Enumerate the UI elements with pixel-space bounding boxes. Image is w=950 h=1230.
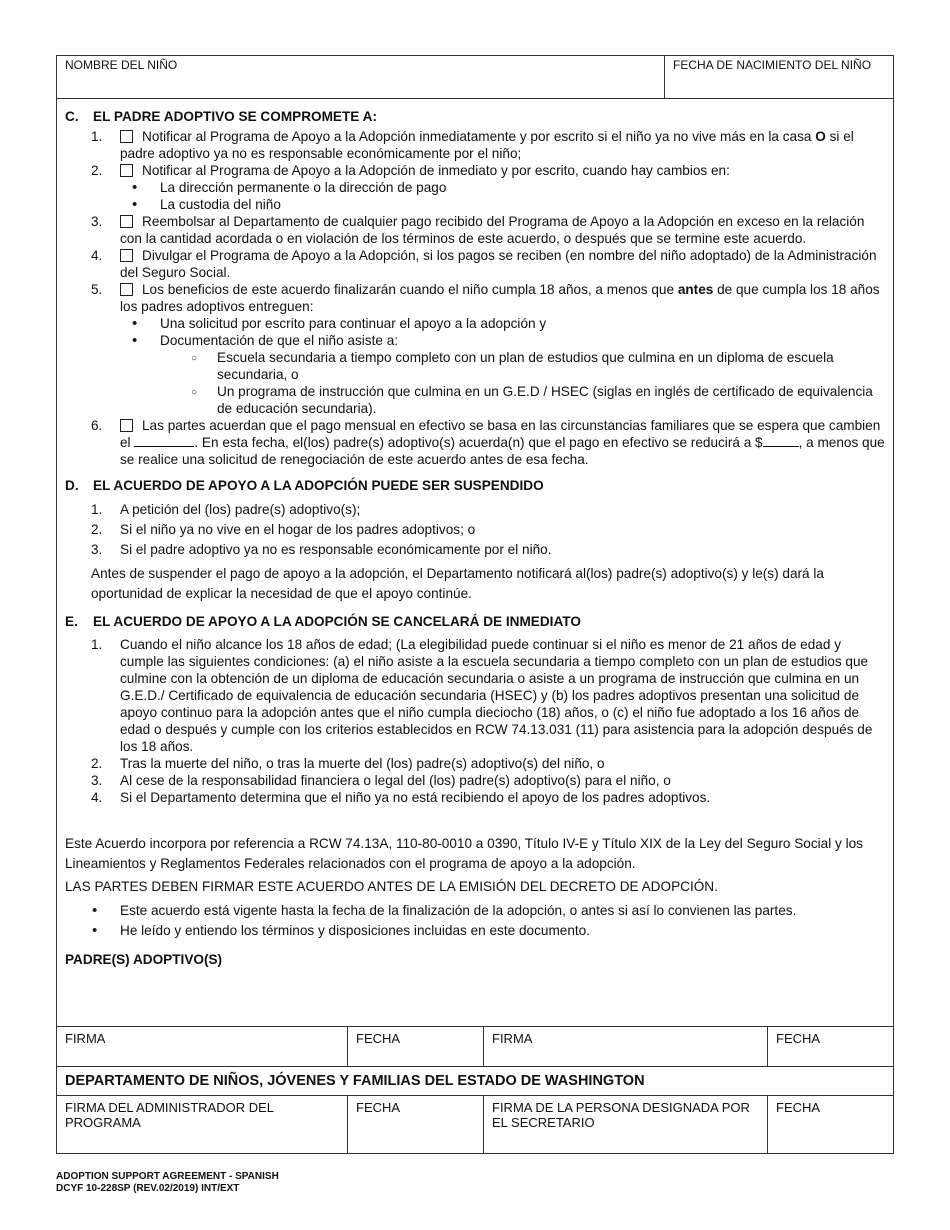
item-text: Notificar al Programa de Apoyo a la Adopción inmediatamente y por escrito si el niño ya no vive más en la casa: [142, 129, 816, 144]
checkbox[interactable]: [120, 419, 133, 432]
item-text: de que cumpla los 18 años los padres adoptivos entreguen:: [120, 282, 880, 314]
item-text: si el padre adoptivo ya no es responsable económicamente por el niño;: [120, 129, 854, 161]
closing-bullets: [65, 901, 887, 941]
section-c-heading: EL PADRE ADOPTIVO SE COMPROMETE A:: [93, 109, 377, 124]
secretary-date[interactable]: [767, 1096, 893, 1154]
item-number: 4.: [91, 790, 103, 805]
form-content: [65, 106, 887, 968]
admin-signature-label: FIRMA DEL ADMINISTRADOR DEL PROGRAMA: [65, 1100, 274, 1130]
child-name-field[interactable]: [57, 56, 665, 98]
list-item: [65, 162, 887, 213]
item-text: Tras la muerte del niño, o tras la muerte del (los) padre(s) adoptivo(s) del niño, o: [120, 756, 605, 771]
item-number: 3.: [91, 542, 103, 557]
item-bold: O: [815, 129, 826, 144]
item-number: 2.: [91, 756, 103, 771]
footer-title: ADOPTION SUPPORT AGREEMENT - SPANISH: [56, 1171, 279, 1182]
bullet-item: • La dirección permanente o la dirección de pago: [105, 179, 887, 196]
bullet-item: • Una solicitud por escrito para continuar el apoyo a la adopción y: [105, 315, 887, 332]
item-text: Si el Departamento determina que el niño ya no está recibiendo el apoyo de los padres adoptivos.: [120, 790, 711, 805]
item-text: . En esta fecha, el(los) padre(s) adoptivo(s) acuerda(n) que el pago en efectivo se reducirá a $: [194, 435, 763, 450]
section-d-title: [65, 477, 887, 494]
checkbox[interactable]: [120, 130, 133, 143]
list-item: [65, 247, 887, 281]
list-item: [65, 500, 887, 520]
item-number: 4.: [91, 248, 103, 263]
bullet-item: • La custodia del niño: [105, 196, 887, 213]
item-number: 1.: [91, 129, 103, 144]
form-footer: [56, 1171, 279, 1195]
list-item: [65, 128, 887, 162]
sub-bullet-list: [105, 349, 887, 417]
parent-signature-2[interactable]: [483, 1027, 767, 1067]
section-e-list: [65, 636, 887, 806]
parent-signature-row: [57, 1026, 893, 1067]
section-c-list: [65, 128, 887, 468]
item-text: Las partes acuerdan que el pago mensual en efectivo se basa en las circunstancias familiares que se espera que cambien el: [120, 418, 881, 450]
item-bold: antes: [677, 282, 714, 297]
item-number: 2.: [91, 522, 103, 537]
checkbox[interactable]: [120, 249, 133, 262]
amount-blank[interactable]: [763, 434, 799, 447]
bullet-list: [65, 315, 887, 417]
department-heading-row: [57, 1066, 893, 1096]
must-sign-text: LAS PARTES DEBEN FIRMAR ESTE ACUERDO ANTES DE LA EMISIÓN DEL DECRETO DE ADOPCIÓN.: [65, 879, 718, 894]
list-item: [65, 772, 887, 789]
item-text: , a menos que se realice una solicitud de renegociación de este acuerdo antes de esa fecha.: [120, 435, 885, 467]
footer-form-number: DCYF 10-228SP (REV.02/2019) INT/EXT: [56, 1183, 240, 1194]
date-label: FECHA: [776, 1031, 821, 1046]
checkbox[interactable]: [120, 164, 133, 177]
item-number: 2.: [91, 163, 103, 178]
bullet-list: [65, 179, 887, 213]
signature-label: FIRMA: [65, 1031, 106, 1046]
parent-date-2[interactable]: [767, 1027, 893, 1067]
section-d-list: [65, 500, 887, 560]
sub-bullet-item: ○ Escuela secundaria a tiempo completo con un plan de estudios que culmina en un diploma de escuela secundaria, o: [105, 349, 887, 383]
item-text: Al cese de la responsabilidad financiera o legal del (los) padre(s) adoptivo(s) para el niño, o: [120, 773, 671, 788]
list-item: [65, 281, 887, 417]
item-text: Divulgar el Programa de Apoyo a la Adopción, si los pagos se reciben (en nombre del niño adoptado) de la Administración del Seguro Social.: [120, 248, 877, 280]
list-item: [65, 417, 887, 468]
parent-signature-1[interactable]: [57, 1027, 347, 1067]
parents-heading: PADRE(S) ADOPTIVO(S): [65, 952, 223, 967]
list-item: [65, 540, 887, 560]
checkbox[interactable]: [120, 283, 133, 296]
child-info-row: [57, 56, 893, 99]
item-number: 1.: [91, 637, 103, 652]
secretary-signature[interactable]: [483, 1096, 767, 1154]
item-text: Reembolsar al Departamento de cualquier pago recibido del Programa de Apoyo a la Adopción en exceso en la relación con la cantidad acordada o en violación de los términos de este acuerdo, o después que se termine este acuerdo.: [120, 214, 865, 246]
child-name-label: NOMBRE DEL NIÑO: [65, 58, 178, 72]
child-dob-label: FECHA DE NACIMIENTO DEL NIÑO: [673, 58, 872, 72]
bullet-item: • Este acuerdo está vigente hasta la fecha de la finalización de la adopción, o antes si así lo convienen las partes.: [65, 901, 887, 921]
child-dob-field[interactable]: [665, 56, 893, 98]
section-d-heading: EL ACUERDO DE APOYO A LA ADOPCIÓN PUEDE SER SUSPENDIDO: [93, 478, 544, 493]
item-text: Si el niño ya no vive en el hogar de los padres adoptivos; o: [120, 522, 476, 537]
list-item: [65, 636, 887, 755]
list-item: [65, 520, 887, 540]
parent-date-1[interactable]: [347, 1027, 483, 1067]
bullet-text: Documentación de que el niño asiste a:: [160, 333, 399, 348]
suspension-note: Antes de suspender el pago de apoyo a la adopción, el Departamento notificará al(los) padre(s) adoptivo(s) y le(s) dará la oportunidad de explicar la necesidad de que el apoyo continúe.: [91, 566, 824, 601]
sub-bullet-item: ○ Un programa de instrucción que culmina en un G.E.D / HSEC (siglas en inglés de certificado de equivalencia de educación secundaria).: [105, 383, 887, 417]
date-label: FECHA: [356, 1100, 401, 1115]
section-d-letter: D.: [65, 478, 79, 493]
item-number: 5.: [91, 282, 103, 297]
admin-date[interactable]: [347, 1096, 483, 1154]
department-signature-row: [57, 1095, 893, 1154]
item-text: Notificar al Programa de Apoyo a la Adopción de inmediato y por escrito, cuando hay cambios en:: [142, 163, 730, 178]
date-label: FECHA: [776, 1100, 821, 1115]
checkbox[interactable]: [120, 215, 133, 228]
department-heading: DEPARTAMENTO DE NIÑOS, JÓVENES Y FAMILIAS DEL ESTADO DE WASHINGTON: [65, 1073, 645, 1089]
bullet-item: [105, 332, 887, 417]
list-item: [65, 755, 887, 772]
section-c-title: [65, 108, 887, 125]
secretary-signature-label: FIRMA DE LA PERSONA DESIGNADA POR EL SECRETARIO: [492, 1100, 750, 1130]
form-frame: [56, 55, 894, 1154]
admin-signature[interactable]: [57, 1096, 347, 1154]
date-blank[interactable]: [134, 434, 194, 447]
item-text: Los beneficios de este acuerdo finalizarán cuando el niño cumpla 18 años, a menos que: [142, 282, 678, 297]
list-item: [65, 213, 887, 247]
bullet-item: • He leído y entiendo los términos y disposiciones incluidas en este documento.: [65, 921, 887, 941]
section-e-letter: E.: [65, 614, 78, 629]
section-e-heading: EL ACUERDO DE APOYO A LA ADOPCIÓN SE CANCELARÁ DE INMEDIATO: [93, 614, 581, 629]
item-number: 1.: [91, 502, 103, 517]
signature-label: FIRMA: [492, 1031, 533, 1046]
section-c-letter: C.: [65, 109, 79, 124]
item-text: A petición del (los) padre(s) adoptivo(s);: [120, 502, 361, 517]
item-text: Cuando el niño alcance los 18 años de edad; (La elegibilidad puede continuar si el niño es menor de 21 años de edad y cumple las siguientes condiciones: (a) el niño asiste a la escuela secundaria a tiempo completo con un plan de estudios que culmine con la obtención de un diploma de educación secundaria o asiste a un programa de instrucción que culmina en un G.E.D./ Certificado de equivalencia de educación secundaria (HSEC) y (b) los padres adoptivos presentan una solicitud de apoyo continuo para la adopción antes que el niño cumpla dieciocho (18) años, o (c) el niño fue adoptado a los 16 años de edad o después y cumple con los criterios establecidos en RCW 74.13.031 (11) para asistencia para la adopción después de los 18 años.: [120, 637, 873, 754]
incorporation-text: Este Acuerdo incorpora por referencia a RCW 74.13A, 110-80-0010 a 0390, Título IV-E y Título XIX de la Ley del Seguro Social y los Lineamientos y Reglamentos Federales relacionados con el programa de apoyo a la adopción.: [65, 836, 863, 871]
item-number: 3.: [91, 773, 103, 788]
date-label: FECHA: [356, 1031, 401, 1046]
item-number: 3.: [91, 214, 103, 229]
item-text: Si el padre adoptivo ya no es responsable económicamente por el niño.: [120, 542, 552, 557]
section-e-title: [65, 613, 887, 630]
list-item: [65, 789, 887, 806]
item-number: 6.: [91, 418, 103, 433]
